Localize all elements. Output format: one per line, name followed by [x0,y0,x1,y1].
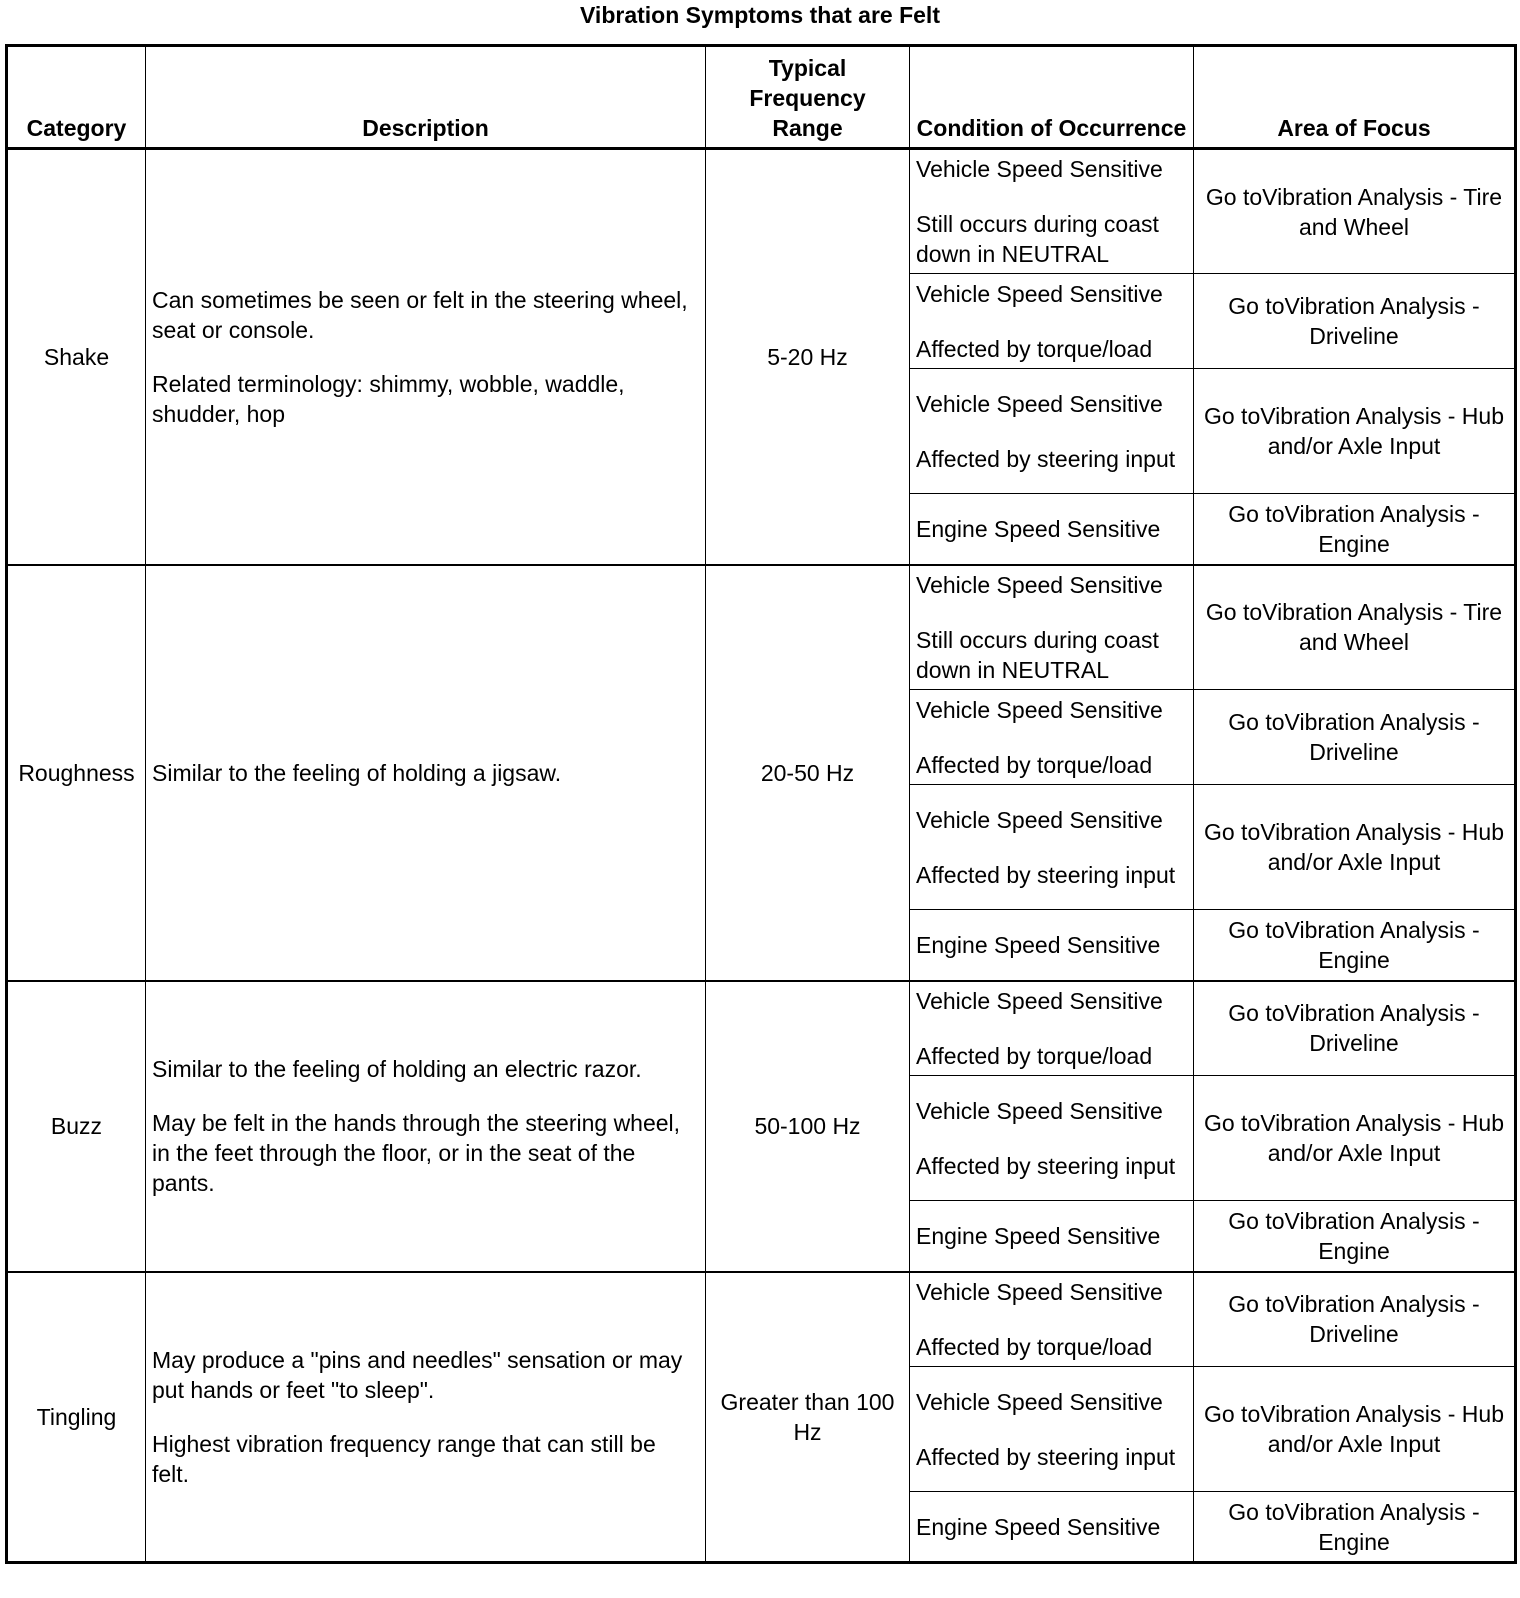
condition-line: Vehicle Speed Sensitive [916,156,1163,182]
table-body [7,149,1516,1563]
condition-line: Vehicle Speed Sensitive [916,1278,1163,1305]
condition-cell [910,149,1194,274]
table-row [7,149,1516,274]
condition-line: Affected by torque/load [916,335,1153,362]
condition-cell [910,369,1194,494]
condition-line: Affected by steering input [916,445,1176,472]
condition-line: Vehicle Speed Sensitive [916,571,1163,598]
area-of-focus-cell: Go toVibration Analysis - Engine [1194,910,1516,981]
condition-line: Engine Speed Sensitive [916,1513,1161,1540]
table-row [7,565,1516,690]
condition-line: Still occurs during coast down in NEUTRAL [916,626,1159,683]
area-of-focus-cell: Go toVibration Analysis - Tire and Wheel [1194,149,1516,274]
category-cell: Shake [7,149,146,565]
condition-line: Affected by torque/load [916,751,1153,778]
condition-cell [910,1201,1194,1272]
condition-cell [910,981,1194,1076]
condition-line: Vehicle Speed Sensitive [916,696,1163,723]
vibration-symptoms-table [5,44,1517,1564]
condition-cell [910,1492,1194,1563]
condition-line: Vehicle Speed Sensitive [916,390,1163,417]
frequency-cell: Greater than 100 Hz [706,1272,910,1563]
condition-line: Vehicle Speed Sensitive [916,987,1163,1014]
column-header-condition: Condition of Occurrence [910,46,1194,149]
area-of-focus-cell: Go toVibration Analysis - Tire and Wheel [1194,565,1516,690]
description-cell [146,565,706,981]
category-cell: Tingling [7,1272,146,1563]
description-paragraph: Similar to the feeling of holding a jigsaw. [152,759,562,786]
condition-cell [910,494,1194,565]
condition-line: Vehicle Speed Sensitive [916,1097,1163,1124]
description-paragraph: May be felt in the hands through the steering wheel, in the feet through the floor, or in the seat of the pants. [152,1110,681,1196]
condition-line: Engine Speed Sensitive [916,931,1161,958]
area-of-focus-cell: Go toVibration Analysis - Engine [1194,1201,1516,1272]
area-of-focus-cell: Go toVibration Analysis - Driveline [1194,1272,1516,1367]
area-of-focus-cell: Go toVibration Analysis - Hub and/or Axle Input [1194,1076,1516,1201]
table-row [7,1272,1516,1367]
header-row [7,46,1516,149]
description-paragraph: Similar to the feeling of holding an electric razor. [152,1056,642,1082]
condition-line: Affected by steering input [916,861,1176,888]
description-paragraph: Related terminology: shimmy, wobble, waddle, shudder, hop [152,370,625,427]
condition-line: Vehicle Speed Sensitive [916,806,1163,833]
condition-line: Engine Speed Sensitive [916,1222,1161,1249]
condition-cell [910,1272,1194,1367]
frequency-cell: 20-50 Hz [706,565,910,981]
description-paragraph: May produce a "pins and needles" sensation or may put hands or feet "to sleep". [152,1346,683,1403]
category-cell: Buzz [7,981,146,1272]
condition-cell [910,785,1194,910]
area-of-focus-cell: Go toVibration Analysis - Hub and/or Axle Input [1194,785,1516,910]
description-cell [146,981,706,1272]
condition-cell [910,1076,1194,1201]
area-of-focus-cell: Go toVibration Analysis - Engine [1194,1492,1516,1563]
condition-line: Affected by steering input [916,1443,1176,1470]
description-cell [146,149,706,565]
page-title: Vibration Symptoms that are Felt [580,2,940,28]
condition-cell [910,274,1194,369]
column-header-focus: Area of Focus [1194,46,1516,149]
condition-line: Affected by torque/load [916,1042,1153,1069]
area-of-focus-cell: Go toVibration Analysis - Engine [1194,494,1516,565]
condition-cell [910,1367,1194,1492]
frequency-cell: 50-100 Hz [706,981,910,1272]
description-cell [146,1272,706,1563]
category-cell: Roughness [7,565,146,981]
condition-line: Engine Speed Sensitive [916,515,1161,542]
condition-line: Affected by steering input [916,1152,1176,1179]
column-header-category: Category [7,46,146,149]
condition-cell [910,910,1194,981]
frequency-cell: 5-20 Hz [706,149,910,565]
area-of-focus-cell: Go toVibration Analysis - Driveline [1194,690,1516,785]
table-header [7,46,1516,149]
condition-line: Affected by torque/load [916,1333,1153,1360]
condition-line: Vehicle Speed Sensitive [916,280,1163,307]
area-of-focus-cell: Go toVibration Analysis - Hub and/or Axle Input [1194,369,1516,494]
table-row [7,981,1516,1076]
column-header-frequency: Typical Frequency Range [706,46,910,149]
description-paragraph: Can sometimes be seen or felt in the steering wheel, seat or console. [152,286,688,343]
area-of-focus-cell: Go toVibration Analysis - Driveline [1194,274,1516,369]
area-of-focus-cell: Go toVibration Analysis - Driveline [1194,981,1516,1076]
condition-cell [910,690,1194,785]
condition-cell [910,565,1194,690]
column-header-description: Description [146,46,706,149]
condition-line: Still occurs during coast down in NEUTRAL [916,211,1159,267]
condition-line: Vehicle Speed Sensitive [916,1388,1163,1415]
description-paragraph: Highest vibration frequency range that can still be felt. [152,1430,656,1487]
area-of-focus-cell: Go toVibration Analysis - Hub and/or Axle Input [1194,1367,1516,1492]
